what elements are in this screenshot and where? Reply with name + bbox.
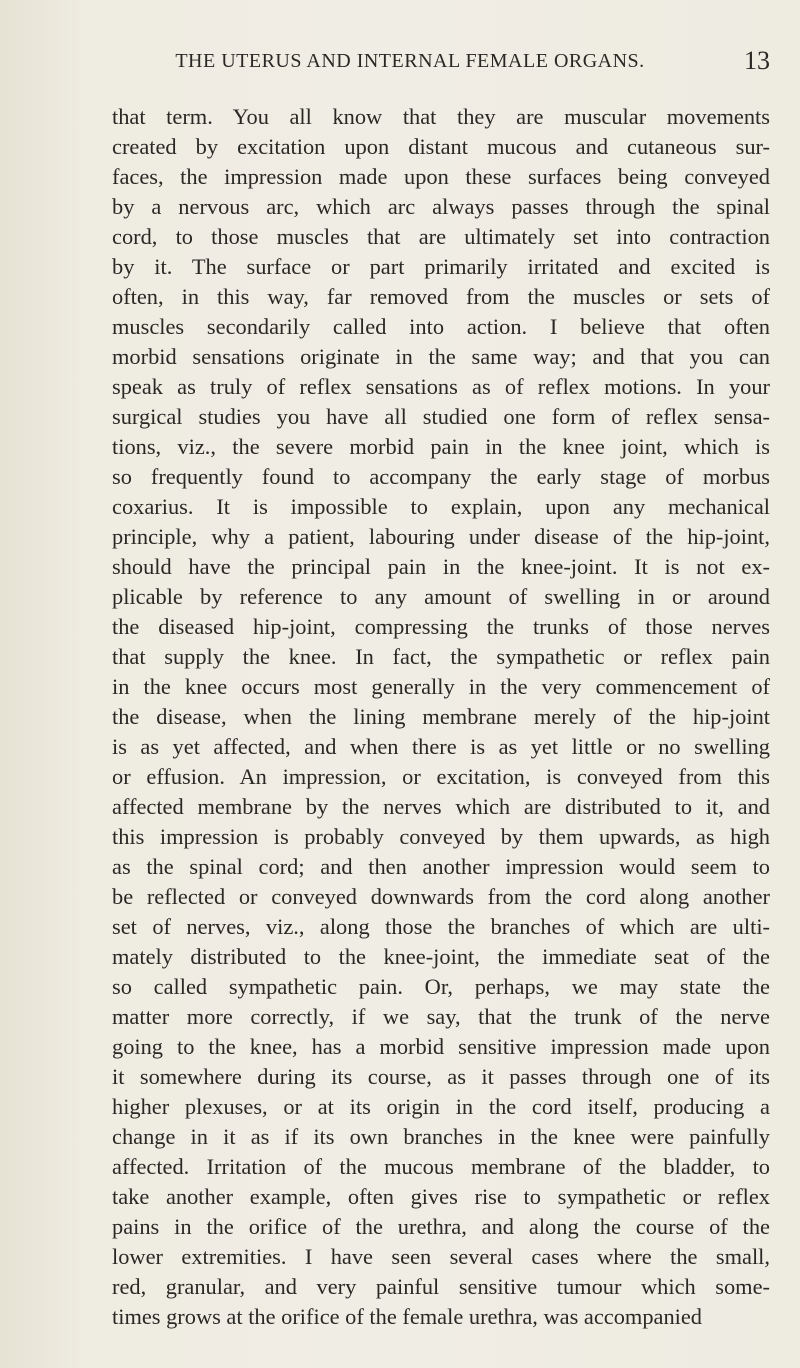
text-line: muscles secondarily called into action. I believe that often	[112, 314, 770, 339]
text-line: set of nerves, viz., along those the branches of which are ulti-	[112, 914, 770, 939]
text-line: should have the principal pain in the knee-joint. It is not ex-	[112, 554, 770, 579]
text-line: created by excitation upon distant mucous and cutaneous sur-	[112, 134, 770, 159]
text-line: going to the knee, has a morbid sensitive impression made upon	[112, 1034, 770, 1059]
text-line: pains in the orifice of the urethra, and along the course of the	[112, 1214, 770, 1239]
text-line: surgical studies you have all studied one form of reflex sensa-	[112, 404, 770, 429]
text-line: mately distributed to the knee-joint, the immediate seat of the	[112, 944, 770, 969]
text-line: so frequently found to accompany the early stage of morbus	[112, 464, 770, 489]
text-line: speak as truly of reflex sensations as of reflex motions. In your	[112, 374, 770, 399]
text-line: the diseased hip-joint, compressing the trunks of those nerves	[112, 614, 770, 639]
text-line: faces, the impression made upon these surfaces being conveyed	[112, 164, 770, 189]
text-line: times grows at the orifice of the female urethra, was accompanied	[112, 1304, 702, 1329]
text-line: matter more correctly, if we say, that the trunk of the nerve	[112, 1004, 770, 1029]
text-line: in the knee occurs most generally in the very commencement of	[112, 674, 770, 699]
text-line: that supply the knee. In fact, the sympathetic or reflex pain	[112, 644, 770, 669]
text-line: affected. Irritation of the mucous membrane of the bladder, to	[112, 1154, 770, 1179]
text-line: cord, to those muscles that are ultimately set into contraction	[112, 224, 770, 249]
text-line: tions, viz., the severe morbid pain in the knee joint, which is	[112, 434, 770, 459]
text-line: coxarius. It is impossible to explain, upon any mechanical	[112, 494, 770, 519]
text-line: by it. The surface or part primarily irritated and excited is	[112, 254, 770, 279]
text-line: or effusion. An impression, or excitation, is conveyed from this	[112, 764, 770, 789]
text-line: take another example, often gives rise to sympathetic or reflex	[112, 1184, 770, 1209]
text-line: lower extremities. I have seen several cases where the small,	[112, 1244, 770, 1269]
text-line: be reflected or conveyed downwards from the cord along another	[112, 884, 770, 909]
text-line: by a nervous arc, which arc always passes through the spinal	[112, 194, 770, 219]
text-line: is as yet affected, and when there is as yet little or no swelling	[112, 734, 770, 759]
text-line: as the spinal cord; and then another impression would seem to	[112, 854, 770, 879]
text-line: that term. You all know that they are muscular movements	[112, 104, 770, 129]
text-line: the disease, when the lining membrane merely of the hip-joint	[112, 704, 770, 729]
body-text	[112, 102, 770, 1332]
text-line: so called sympathetic pain. Or, perhaps, we may state the	[112, 974, 770, 999]
running-title: THE UTERUS AND INTERNAL FEMALE ORGANS.	[175, 50, 645, 72]
text-line: red, granular, and very painful sensitive tumour which some-	[112, 1274, 770, 1299]
text-line: affected membrane by the nerves which are distributed to it, and	[112, 794, 770, 819]
running-head	[110, 46, 770, 82]
text-line: change in it as if its own branches in the knee were painfully	[112, 1124, 770, 1149]
text-line: plicable by reference to any amount of swelling in or around	[112, 584, 770, 609]
text-line: morbid sensations originate in the same way; and that you can	[112, 344, 770, 369]
page-number: 13	[744, 46, 770, 75]
text-line: principle, why a patient, labouring under disease of the hip-joint,	[112, 524, 770, 549]
text-line: it somewhere during its course, as it passes through one of its	[112, 1064, 770, 1089]
text-line: often, in this way, far removed from the muscles or sets of	[112, 284, 770, 309]
text-line: this impression is probably conveyed by them upwards, as high	[112, 824, 770, 849]
text-line: higher plexuses, or at its origin in the cord itself, producing a	[112, 1094, 770, 1119]
